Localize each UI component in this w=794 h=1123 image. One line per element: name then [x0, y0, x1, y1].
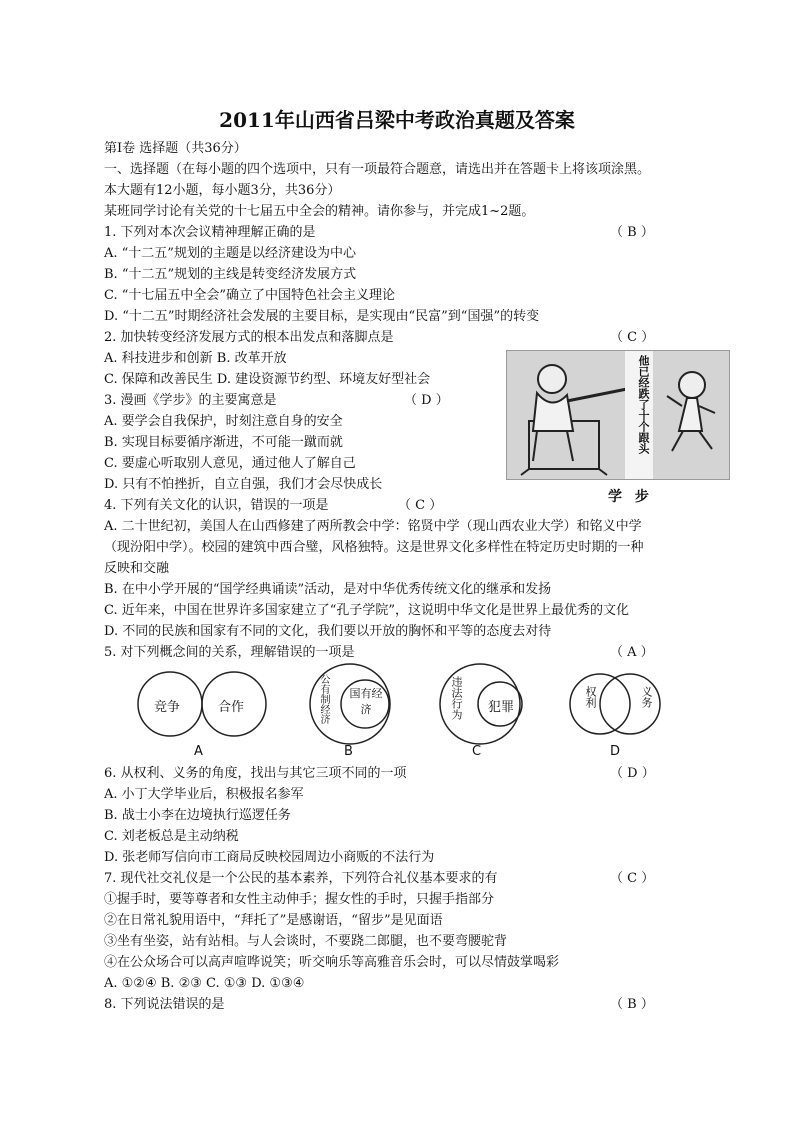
option: C. 要虚心听取别人意见，通过他人了解自己 — [104, 456, 356, 471]
option: C. 近年来，中国在世界许多国家建立了“孔子学院”，这说明中华文化是世界上最优秀的文化 — [104, 603, 630, 618]
diagram-d-label: D — [610, 744, 621, 759]
option: D. 不同的民族和国家有不同的文化，我们要以开放的胸怀和平等的态度去对待 — [104, 624, 552, 639]
question-8: 8. 下列说法错误的是 — [104, 997, 225, 1012]
question-5: 5. 对下列概念间的关系，理解错误的一项是 — [104, 645, 355, 660]
diagram-b-inner: 国有经济 — [349, 687, 383, 716]
statement: ②在日常礼貌用语中，“拜托了”是感谢语，“留步”是见面语 — [104, 913, 443, 928]
option: B. 在中小学开展的“国学经典诵读”活动，是对中华优秀传统文化的继承和发扬 — [104, 582, 552, 597]
concept-diagram-shapes — [130, 660, 670, 760]
diagram-a-label: A — [194, 744, 203, 759]
question-7: 7. 现代社交礼仪是一个公民的基本素养，下列符合礼仪基本要求的有 — [104, 871, 498, 886]
option: A. 要学会自我保护，时刻注意自身的安全 — [104, 414, 343, 429]
option-continued: 反映和交融 — [104, 561, 170, 576]
cartoon-drawing — [507, 351, 729, 479]
option: A. 小丁大学毕业后，积极报名参军 — [104, 787, 304, 802]
statement: ①握手时，要等尊者和女性主动伸手；握女性的手时，只握手指部分 — [104, 892, 495, 907]
diagram-c-label: C — [472, 744, 482, 759]
diagram-d-right: 义务 — [640, 686, 653, 708]
option: A. “十二五”规划的主题是以经济建设为中心 — [104, 246, 356, 261]
option: A. 科技进步和创新 B. 改革开放 — [104, 351, 287, 366]
instruction-line: 一、选择题（在每小题的四个选项中，只有一项最符合题意，请选出并在答题卡上将该项涂黑。 — [104, 162, 651, 177]
option: D. 只有不怕挫折，自立自强，我们才会尽快成长 — [104, 477, 383, 492]
question-2: 2. 加快转变经济发展方式的根本出发点和落脚点是 — [104, 330, 394, 345]
section-heading: 第Ⅰ卷 选择题（共36分） — [104, 141, 247, 156]
option: D. “十二五”时期经济社会发展的主要目标，是实现由“民富”到“国强”的转变 — [104, 309, 540, 324]
answer-1: （ B ） — [610, 225, 654, 240]
question-1: 1. 下列对本次会议精神理解正确的是 — [104, 225, 316, 240]
diagram-d-left: 权利 — [584, 686, 597, 708]
diagram-a-left: 竞争 — [154, 700, 181, 715]
option: A. ①②④ B. ②③ C. ①③ D. ①③④ — [104, 976, 305, 991]
diagram-b-label: B — [344, 744, 353, 759]
answer-4: （ C ） — [398, 498, 443, 513]
answer-2: （ C ） — [610, 330, 655, 345]
question-4: 4. 下列有关文化的认识，错误的一项是 — [104, 498, 329, 513]
question-3: 3. 漫画《学步》的主要寓意是 — [104, 393, 277, 408]
diagram-b-outer: 公有制经济 — [318, 674, 329, 724]
answer-5: （ A ） — [610, 645, 654, 660]
statement: ③坐有坐姿，站有站相。与人会谈时，不要跷二郎腿，也不要弯腰驼背 — [104, 934, 508, 949]
instruction-line: 本大题有12小题，每小题3分，共36分） — [104, 183, 341, 198]
option: B. 战士小李在边境执行巡逻任务 — [104, 808, 291, 823]
context-line: 某班同学讨论有关党的十七届五中全会的精神。请你参与，并完成1~2题。 — [104, 204, 535, 219]
document-title: 2011年山西省吕梁中考政治真题及答案 — [219, 108, 575, 132]
option: A. 二十世纪初，美国人在山西修建了两所教会中学：铭贤中学（现山西农业大学）和铭义中学 — [104, 519, 642, 534]
diagram-c-outer: 违法行为 — [450, 676, 463, 720]
option: B. 实现目标要循序渐进，不可能一蹴而就 — [104, 435, 343, 450]
question-6: 6. 从权利、义务的角度，找出与其它三项不同的一项 — [104, 766, 407, 781]
concept-diagram — [130, 660, 670, 760]
option: C. 刘老板总是主动纳税 — [104, 829, 239, 844]
cartoon-caption: 学 步 — [608, 489, 653, 505]
option: B. “十二五”规划的主线是转变经济发展方式 — [104, 267, 357, 282]
option: C. “十七届五中全会”确立了中国特色社会主义理论 — [104, 288, 396, 303]
option: D. 张老师写信向市工商局反映校园周边小商贩的不法行为 — [104, 850, 435, 865]
diagram-c-inner: 犯罪 — [488, 700, 515, 715]
cartoon-image — [506, 350, 730, 480]
answer-7: （ C ） — [610, 871, 655, 886]
diagram-a-right: 合作 — [218, 700, 245, 715]
option: C. 保障和改善民生 D. 建设资源节约型、环境友好型社会 — [104, 372, 431, 387]
answer-8: （ B ） — [610, 997, 654, 1012]
answer-3: （ D ） — [404, 393, 449, 408]
statement: ④在公众场合可以高声喧哗说笑；听交响乐等高雅音乐会时，可以尽情鼓掌喝彩 — [104, 955, 560, 970]
answer-6: （ D ） — [610, 766, 655, 781]
cartoon-banner-text: 他已经跌了十个跟头 — [637, 355, 650, 454]
option-continued: （现汾阳中学）。校园的建筑中西合璧，风格独特。这是世界文化多样性在特定历史时期的一种 — [104, 540, 644, 555]
